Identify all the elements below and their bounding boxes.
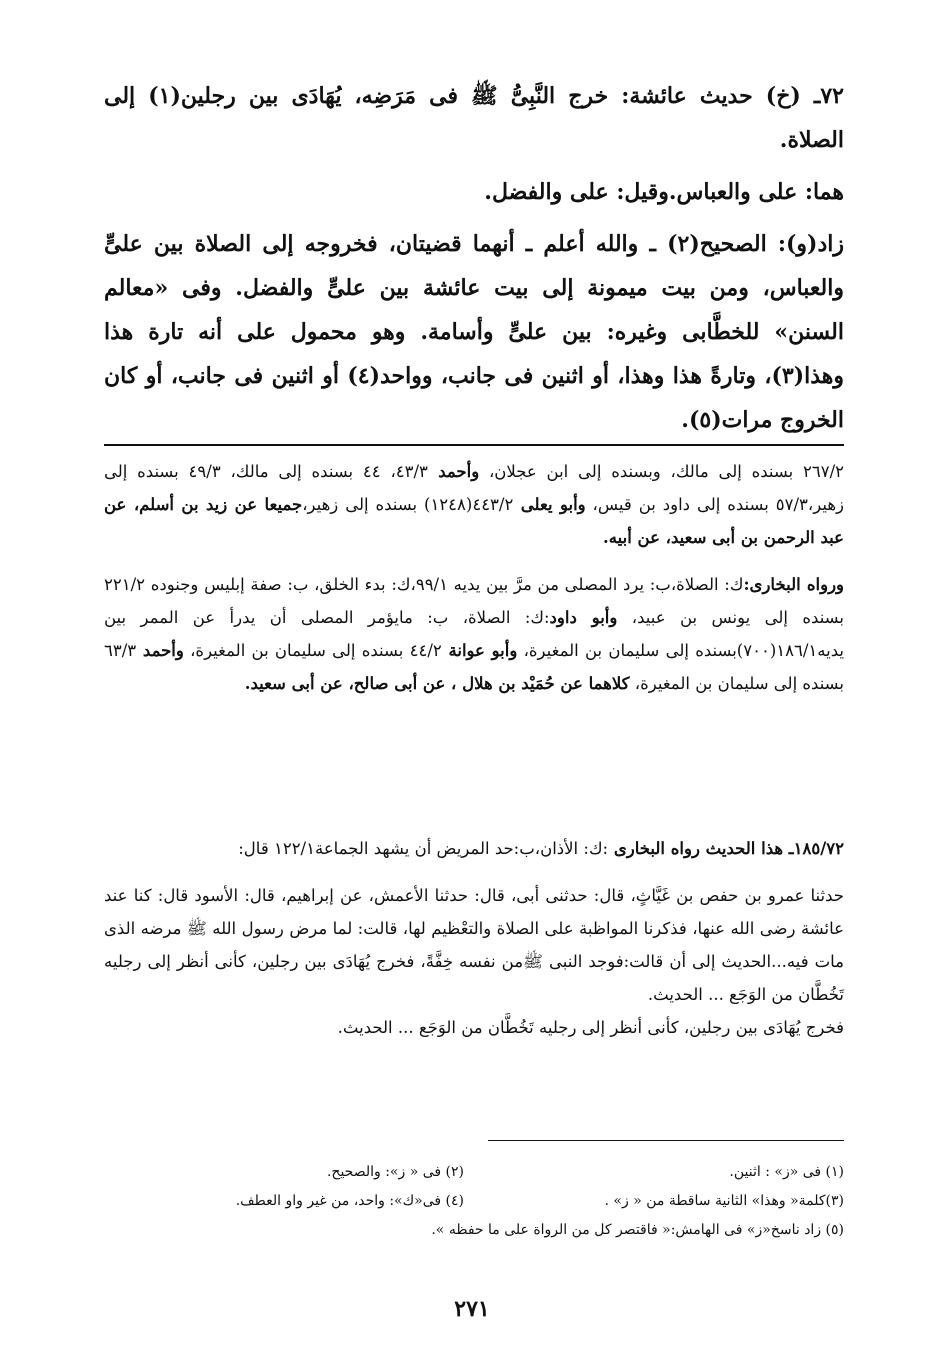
page-number: ٢٧١ — [454, 1296, 490, 1322]
note-1: (١) فى «ز» : اثنين. — [729, 1164, 844, 1180]
hadith-header: ٧٢ـ (خ) حديث عائشة: خرج النَّبِىُّ ﷺ فى مَرَضِه، يُهَادَى بين رجلين(١) إلى الصلاة. — [104, 83, 844, 153]
sources-paragraph-1: ٢٦٧/٢ بسنده إلى مالك، وبسنده إلى ابن عجلان، وأحمد ٤٣/٣، ٤٤ بسنده إلى مالك، ٤٩/٣ بسنده إلى زهير،٥٧/٣ بسنده إلى داود بن قيس، وأبو يعلى ٤٤٣/٢(١٢٤٨) بسنده إلى زهير،جميعا عن زيد بن أسلم، عن عبد الرحمن بن أبى سعيد، عن أبيه. — [104, 462, 844, 547]
hadith-explanation: هما: على والعباس.وقيل: على والفضل. — [484, 179, 844, 205]
hadith-section — [104, 74, 844, 442]
sources-paragraph-2: ورواه البخارى:ك: الصلاة،ب: يرد المصلى من مرَّ بين يديه ٩٩/١،ك: بدء الخلق، ب: صفة إبليس وجنوده ٢٢١/٢ بسنده إلى يونس بن عبيد، وأبو داود:ك: الصلاة، ب: مايؤمر المصلى أن يدرأ عن الممر بين يديه١٨٦/١(٧٠٠)بسنده إلى سليمان بن المغيرة، وأبو عوانة ٤٤/٢ بسنده إلى سليمان بن المغيرة، وأحمد ٦٣/٣ بسنده إلى سليمان بن المغيرة، كلاهما عن حُمَيْد بن هلال ، عن أبى صالح، عن أبى سعيد. — [104, 575, 845, 693]
notes-row-2 — [104, 1187, 844, 1216]
notes-separator — [488, 1140, 844, 1141]
commentary-section — [104, 832, 844, 1044]
note-3: (٣)كلمة« وهذا» الثانية ساقطة من « ز» . — [604, 1193, 844, 1209]
notes-section — [104, 1158, 844, 1245]
notes-row-1 — [104, 1158, 844, 1187]
commentary-heading: ١٨٥/٧٢ـ هذا الحديث رواه البخارى :ك: الأذان،ب:حد المريض أن يشهد الجماعة١٢٢/١ قال: — [238, 839, 844, 858]
sources-section — [104, 455, 844, 700]
commentary-body: حدثنا عمرو بن حفص بن غَيَّاثٍ، قال: حدثنى أبى، قال: حدثنا الأعمش، عن إبراهيم، قال: الأسود قال: كنا عند عائشة رضى الله عنها، فذكرنا المواظبة على الصلاة والتعْظيم لها، قالت: لما مرض رسول الله ﷺ مرضه الذى مات فيه...الحديث إلى أن قالت:فوجد النبى ﷺمن نفسه خِفَّةً، فخرج يُهَادَى بين رجلين، كأنى أنظر إلى رجليه تَخُطَّان من الوَجَع ... الحديث. — [104, 886, 844, 1004]
commentary-repeat: فخرج يُهَادَى بين رجلين، كأنى أنظر إلى رجليه تَخُطَّان من الوَجَع ... الحديث. — [337, 1018, 844, 1037]
note-2: (٢) فى « ز»: والصحيح. — [326, 1164, 464, 1180]
notes-row-3 — [104, 1216, 844, 1245]
hadith-addition: زاد(و): الصحيح(٢) ـ والله أعلم ـ أنهما قضيتان، فخروجه إلى الصلاة بين علىٍّ والعباس، ومن بيت ميمونة إلى بيت عائشة بين علىٍّ والفضل. وفى «معالم السنن» للخطَّابى وغيره: بين علىٍّ وأسامة. وهو محمول على أنه تارة هذا وهذا(٣)، وتارةً هذا وهذا، أو اثنين فى جانب، وواحد(٤) أو اثنين فى جانب، أو كان الخروج مرات(٥). — [104, 231, 844, 433]
note-5: (٥) زاد ناسخ«ز» فى الهامش:« فاقتصر كل من الرواة على ما حفظه ». — [431, 1222, 844, 1238]
footnote-separator — [104, 444, 844, 446]
note-4: (٤) فى«ك»: واحد، من غير واو العطف. — [235, 1193, 464, 1209]
